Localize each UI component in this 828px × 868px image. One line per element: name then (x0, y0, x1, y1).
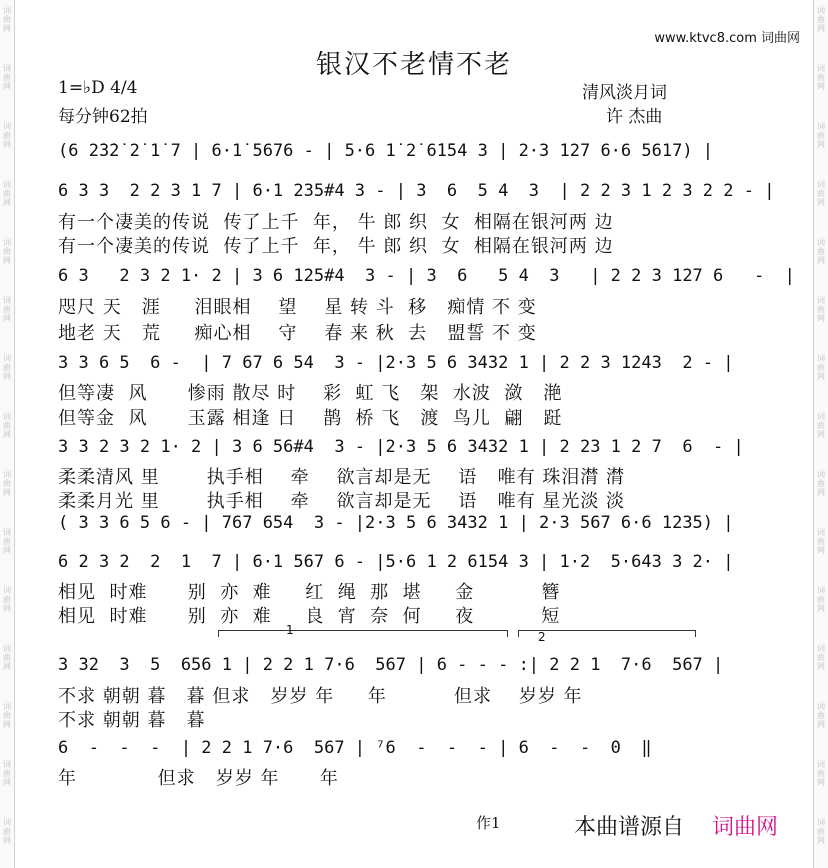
watermark-glyph: 词 曲 网 (3, 760, 11, 787)
notation-line: 6 2 3 2 2 1 7 | 6·1 567 6 - |5·6 1 2 6154 3 | 1·2 5·643 3 2· | (58, 552, 734, 572)
left-watermark-strip (0, 0, 15, 868)
key-meter: 1=♭D 4/4 (58, 78, 138, 98)
author-mark: 作1 (476, 814, 501, 832)
watermark-glyph: 词 曲 网 (3, 586, 11, 613)
watermark-glyph: 词 曲 网 (817, 122, 825, 149)
watermark-glyph: 词 曲 网 (817, 354, 825, 381)
notation-line: 3 3 2 3 2 1· 2 | 3 6 56#4 3 - |2·3 5 6 3432 1 | 2 23 1 2 7 6 - | (58, 437, 744, 457)
lyric-line: 年 但求 岁岁 年 年 (58, 768, 339, 789)
watermark-glyph: 词 曲 网 (3, 528, 11, 555)
notation-line: 6 3 3 2 2 3 1 7 | 6·1 235#4 3 - | 3 6 5 4 3 | 2 2 3 1 2 3 2 2 - | (58, 181, 775, 201)
song-title: 银汉不老情不老 (315, 50, 512, 80)
site-url[interactable]: www.ktvc8.com 词曲网 (654, 31, 800, 46)
lyric-line: 有一个凄美的传说 传了上千 年， 牛 郎 织 女 相隔在银河两 边 (58, 236, 614, 257)
lyric-line: 但等金 风 玉露 相逢 日 鹊 桥 飞 渡 鸟儿 翩 跹 (58, 408, 563, 429)
source-site-link[interactable]: 词曲网 (712, 815, 779, 840)
watermark-glyph: 词 曲 网 (817, 470, 825, 497)
watermark-glyph: 词 曲 网 (817, 528, 825, 555)
lyric-line: 柔柔清风 里 执手相 牵 欲言却是无 语 唯有 珠泪潸 潸 (58, 467, 626, 488)
watermark-glyph: 词 曲 网 (817, 412, 825, 439)
watermark-glyph: 词 曲 网 (3, 818, 11, 845)
composer: 许 杰曲 (606, 107, 663, 127)
volta-bracket-1 (218, 630, 508, 631)
watermark-glyph: 词 曲 网 (817, 644, 825, 671)
watermark-glyph: 词 曲 网 (3, 122, 11, 149)
watermark-glyph: 词 曲 网 (817, 296, 825, 323)
watermark-glyph: 词 曲 网 (3, 354, 11, 381)
notation-line: ( 3 3 6 5 6 - | 767 654 3 - |2·3 5 6 3432 1 | 2·3 567 6·6 1235) | (58, 513, 734, 533)
lyric-line: 不求 朝朝 暮 暮 (58, 710, 206, 731)
lyricist: 清风淡月词 (582, 83, 667, 103)
watermark-glyph: 词 曲 网 (3, 238, 11, 265)
source-credit: 本曲谱源自 (574, 815, 685, 840)
watermark-glyph: 词 曲 网 (3, 64, 11, 91)
watermark-glyph: 词 曲 网 (3, 470, 11, 497)
watermark-glyph: 词 曲 网 (817, 760, 825, 787)
watermark-glyph: 词 曲 网 (817, 586, 825, 613)
lyric-line: 咫尺 天 涯 泪眼相 望 星 转 斗 移 痴情 不 变 (58, 297, 537, 318)
lyric-line: 有一个凄美的传说 传了上千 年， 牛 郎 织 女 相隔在银河两 边 (58, 212, 614, 233)
watermark-glyph: 词 曲 网 (3, 644, 11, 671)
watermark-glyph: 词 曲 网 (3, 296, 11, 323)
right-watermark-strip (813, 0, 828, 868)
notation-line: 3 3 6 5 6 - | 7 67 6 54 3 - |2·3 5 6 3432 1 | 2 2 3 1243 2 - | (58, 353, 734, 373)
lyric-line: 相见 时难 别 亦 难 良 宵 奈 何 夜 短 (58, 606, 561, 627)
watermark-glyph: 词 曲 网 (3, 412, 11, 439)
tempo: 每分钟62拍 (58, 107, 148, 127)
notation-line: 6 - - - | 2 2 1 7·6 567 | ⁷6 - - - | 6 - - 0 ‖ (58, 738, 652, 758)
watermark-glyph: 词 曲 网 (817, 818, 825, 845)
notation-line: (6 2̇3̇2̇ 2̇ 1̇ 7 | 6·1̇ 5676 - | 5·6 1̇ 2̇ 6̇1̇54 3 | 2·3 127 6·6 5617) | (58, 141, 714, 161)
lyric-line: 但等凄 风 惨雨 散尽 时 彩 虹 飞 架 水波 潋 滟 (58, 383, 563, 404)
notation-line: 6 3 2 3 2 1· 2 | 3 6 125#4 3 - | 3 6 5 4 3 | 2 2 3 127 6 - | (58, 266, 795, 286)
volta-number-2: 2 (538, 630, 546, 644)
lyric-line: 不求 朝朝 暮 暮 但求 岁岁 年 年 但求 岁岁 年 (58, 686, 583, 707)
watermark-glyph: 词 曲 网 (817, 6, 825, 33)
lyric-line: 柔柔月光 里 执手相 牵 欲言却是无 语 唯有 星光淡 淡 (58, 491, 626, 512)
lyric-line: 相见 时难 别 亦 难 红 绳 那 堪 金 簪 (58, 582, 561, 603)
watermark-glyph: 词 曲 网 (3, 702, 11, 729)
watermark-glyph: 词 曲 网 (817, 702, 825, 729)
watermark-glyph: 词 曲 网 (817, 180, 825, 207)
lyric-line: 地老 天 荒 痴心相 守 春 来 秋 去 盟誓 不 变 (58, 323, 537, 344)
watermark-glyph: 词 曲 网 (3, 180, 11, 207)
watermark-glyph: 词 曲 网 (817, 238, 825, 265)
notation-line: 3 32 3 5 656 1 | 2 2 1 7·6 567 | 6 - - - :| 2 2 1 7·6 567 | (58, 655, 724, 675)
watermark-glyph: 词 曲 网 (3, 6, 11, 33)
volta-number-1: 1 (286, 623, 294, 637)
watermark-glyph: 词 曲 网 (817, 64, 825, 91)
